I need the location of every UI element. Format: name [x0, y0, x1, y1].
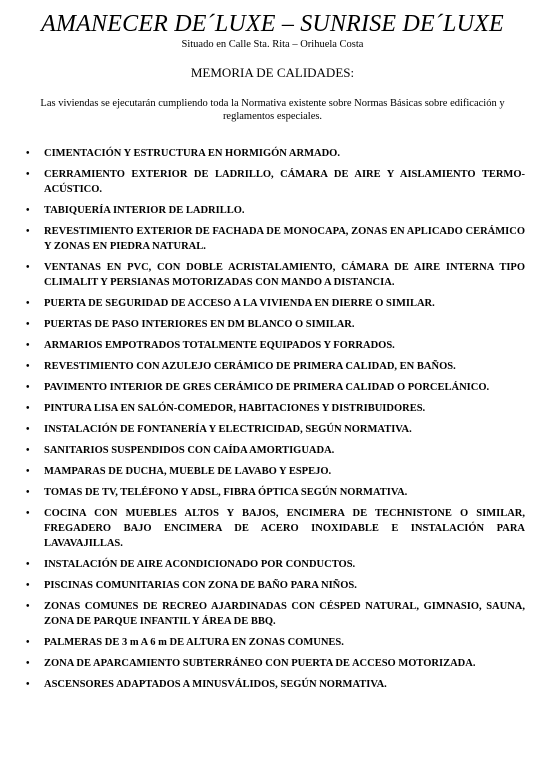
bullet-icon: •: [26, 319, 30, 330]
list-item-text: PUERTAS DE PASO INTERIORES EN DM BLANCO O SIMILAR.: [44, 319, 355, 330]
list-item-text: ASCENSORES ADAPTADOS A MINUSVÁLIDOS, SEGÚN NORMATIVA.: [44, 679, 387, 690]
list-item: [14, 677, 531, 692]
list-item-text: PINTURA LISA EN SALÓN-COMEDOR, HABITACIONES Y DISTRIBUIDORES.: [44, 403, 426, 414]
list-item: [14, 203, 531, 218]
list-item: [14, 167, 531, 197]
list-item: [14, 485, 531, 500]
bullet-icon: •: [26, 559, 30, 570]
list-item-text: REVESTIMIENTO CON AZULEJO CERÁMICO DE PRIMERA CALIDAD, EN BAÑOS.: [44, 361, 456, 372]
bullet-icon: •: [26, 226, 30, 237]
list-item: [14, 635, 531, 650]
bullet-icon: •: [26, 361, 30, 372]
list-item: [14, 443, 531, 458]
list-item: [14, 578, 531, 593]
bullet-icon: •: [26, 298, 30, 309]
bullet-icon: •: [26, 487, 30, 498]
bullet-icon: •: [26, 580, 30, 591]
list-item-text: TOMAS DE TV, TELÉFONO Y ADSL, FIBRA ÓPTICA SEGÚN NORMATIVA.: [44, 487, 408, 498]
list-item: [14, 317, 531, 332]
list-item-text: VENTANAS EN PVC, CON DOBLE ACRISTALAMIENTO, CÁMARA DE AIRE INTERNA TIPO CLIMALIT Y PERSIANAS MOTORIZADAS CON MANDO A DISTANCIA.: [44, 262, 525, 288]
bullet-icon: •: [26, 658, 30, 669]
qualities-list: [14, 146, 531, 692]
list-item-text: PALMERAS DE 3 m A 6 m DE ALTURA EN ZONAS COMUNES.: [44, 637, 344, 648]
bullet-icon: •: [26, 424, 30, 435]
list-item: [14, 380, 531, 395]
list-item: [14, 506, 531, 551]
list-item-text: ZONA DE APARCAMIENTO SUBTERRÁNEO CON PUERTA DE ACCESO MOTORIZADA.: [44, 658, 476, 669]
bullet-icon: •: [26, 148, 30, 159]
list-item: [14, 401, 531, 416]
section-heading: MEMORIA DE CALIDADES:: [190, 65, 355, 80]
bullet-icon: •: [26, 445, 30, 456]
list-item-text: ARMARIOS EMPOTRADOS TOTALMENTE EQUIPADOS Y FORRADOS.: [44, 340, 395, 351]
list-item: [14, 359, 531, 374]
list-item: [14, 656, 531, 671]
bullet-icon: •: [26, 169, 30, 180]
bullet-icon: •: [26, 205, 30, 216]
list-item: [14, 260, 531, 290]
bullet-icon: •: [26, 403, 30, 414]
list-item-text: INSTALACIÓN DE AIRE ACONDICIONADO POR CONDUCTOS.: [44, 559, 356, 570]
bullet-icon: •: [26, 637, 30, 648]
list-item-text: REVESTIMIENTO EXTERIOR DE FACHADA DE MONOCAPA, ZONAS EN APLICADO CERÁMICO Y ZONAS EN PIEDRA NATURAL.: [44, 226, 525, 252]
list-item: [14, 296, 531, 311]
list-item-text: ZONAS COMUNES DE RECREO AJARDINADAS CON CÉSPED NATURAL, GIMNASIO, SAUNA, ZONA DE PARQUE INFANTIL Y ÁREA DE BBQ.: [44, 601, 525, 627]
list-item-text: MAMPARAS DE DUCHA, MUEBLE DE LAVABO Y ESPEJO.: [44, 466, 332, 477]
bullet-icon: •: [26, 262, 30, 273]
document-title: AMANECER DE´LUXE – SUNRISE DE´LUXE: [41, 11, 504, 37]
bullet-icon: •: [26, 508, 30, 519]
list-item: [14, 146, 531, 161]
list-item: [14, 599, 531, 629]
list-item: [14, 557, 531, 572]
list-item-text: SANITARIOS SUSPENDIDOS CON CAÍDA AMORTIGUADA.: [44, 445, 335, 456]
list-item-text: PUERTA DE SEGURIDAD DE ACCESO A LA VIVIENDA EN DIERRE O SIMILAR.: [44, 298, 435, 309]
bullet-icon: •: [26, 466, 30, 477]
list-item: [14, 422, 531, 437]
bullet-icon: •: [26, 382, 30, 393]
list-item: [14, 338, 531, 353]
list-item: [14, 224, 531, 254]
list-item-text: CIMENTACIÓN Y ESTRUCTURA EN HORMIGÓN ARMADO.: [44, 148, 340, 159]
bullet-icon: •: [26, 679, 30, 690]
document-subtitle: Situado en Calle Sta. Rita – Orihuela Costa: [181, 39, 364, 50]
bullet-icon: •: [26, 340, 30, 351]
list-item-text: TABIQUERÍA INTERIOR DE LADRILLO.: [44, 205, 245, 216]
list-item-text: PISCINAS COMUNITARIAS CON ZONA DE BAÑO PARA NIÑOS.: [44, 580, 357, 591]
list-item: [14, 464, 531, 479]
list-item-text: CERRAMIENTO EXTERIOR DE LADRILLO, CÁMARA DE AIRE Y AISLAMIENTO TERMO-ACÚSTICO.: [44, 169, 525, 195]
list-item-text: INSTALACIÓN DE FONTANERÍA Y ELECTRICIDAD, SEGÚN NORMATIVA.: [44, 424, 412, 435]
bullet-icon: •: [26, 601, 30, 612]
intro-paragraph: Las viviendas se ejecutarán cumpliendo toda la Normativa existente sobre Normas Básicas sobre edificación y reglamentos especiales.: [40, 98, 505, 122]
list-item-text: PAVIMENTO INTERIOR DE GRES CERÁMICO DE PRIMERA CALIDAD O PORCELÁNICO.: [44, 382, 490, 393]
list-item-text: COCINA CON MUEBLES ALTOS Y BAJOS, ENCIMERA DE TECHNISTONE O SIMILAR, FREGADERO BAJO ENCIMERA DE ACERO INOXIDABLE E INSTALACIÓN PARA LAVAVAJILLAS.: [44, 508, 525, 549]
